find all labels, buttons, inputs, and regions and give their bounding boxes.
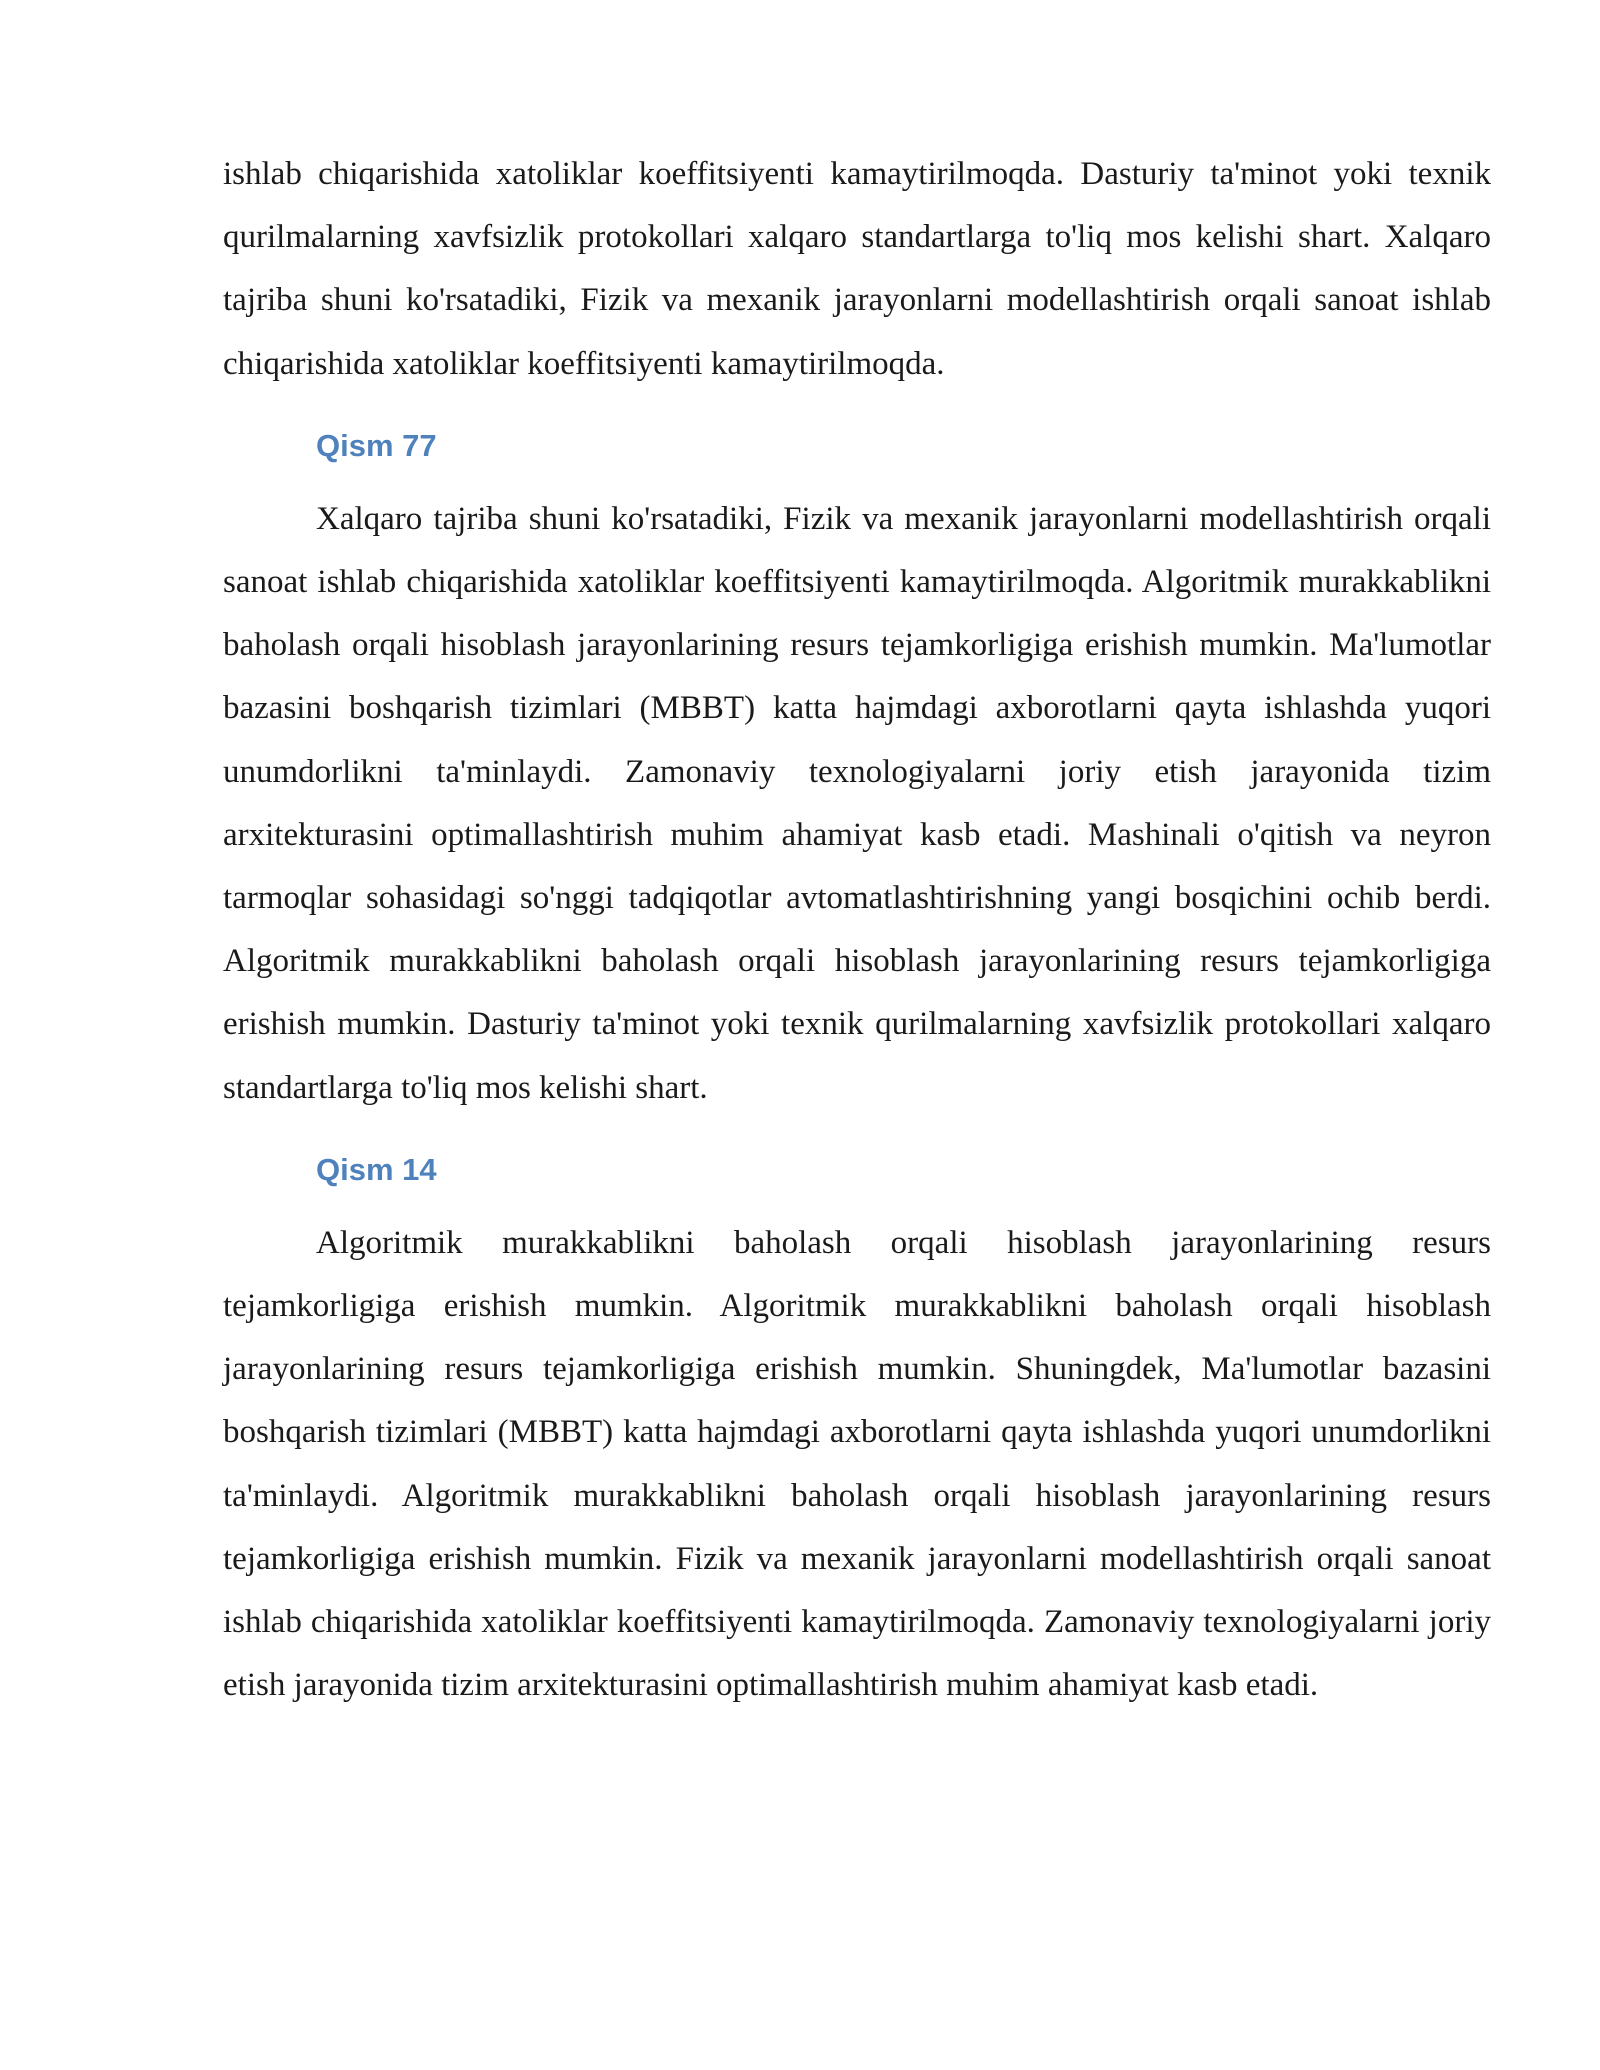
section-paragraph-qism-77: Xalqaro tajriba shuni ko'rsatadiki, Fizik va mexanik jarayonlarni modellashtirish orqali sanoat ishlab chiqarishida xatoliklar koeffitsiyenti kamaytirilmoqda. Algoritmik murakkablikni baholash orqali hisoblash jarayonlarining resurs tejamkorligiga erishish mumkin. Ma'lumotlar bazasini boshqarish tizimlari (MBBT) katta hajmdagi axborotlarni qayta ishlashda yuqori unumdorlikni ta'minlaydi. Zamonaviy texnologiyalarni joriy etish jarayonida tizim arxitekturasini optimallashtirish muhim ahamiyat kasb etadi. Mashinali o'qitish va neyron tarmoqlar sohasidagi so'nggi tadqiqotlar avtomatlashtirishning yangi bosqichini ochib berdi. Algoritmik murakkablikni baholash orqali hisoblash jarayonlarining resurs tejamkorligiga erishish mumkin. Dasturiy ta'minot yoki texnik qurilmalarning xavfsizlik protokollari xalqaro standartlarga to'liq mos kelishi shart. [223, 500, 1491, 1106]
section-heading-qism-14: Qism 14 [316, 1151, 437, 1187]
continuation-paragraph: ishlab chiqarishida xatoliklar koeffitsiyenti kamaytirilmoqda. Dasturiy ta'minot yoki texnik qurilmalarning xavfsizlik protokollari xalqaro standartlarga to'liq mos kelishi shart. Xalqaro tajriba shuni ko'rsatadiki, Fizik va mexanik jarayonlarni modellashtirish orqali sanoat ishlab chiqarishida xatoliklar koeffitsiyenti kamaytirilmoqda. [223, 156, 1491, 382]
section-heading-qism-77: Qism 77 [316, 427, 437, 463]
section-paragraph-qism-14: Algoritmik murakkablikni baholash orqali hisoblash jarayonlarining resurs tejamkorligiga erishish mumkin. Algoritmik murakkablikni baholash orqali hisoblash jarayonlarining resurs tejamkorligiga erishish mumkin. Shuningdek, Ma'lumotlar bazasini boshqarish tizimlari (MBBT) katta hajmdagi axborotlarni qayta ishlashda yuqori unumdorlikni ta'minlaydi. Algoritmik murakkablikni baholash orqali hisoblash jarayonlarining resurs tejamkorligiga erishish mumkin. Fizik va mexanik jarayonlarni modellashtirish orqali sanoat ishlab chiqarishida xatoliklar koeffitsiyenti kamaytirilmoqda. Zamonaviy texnologiyalarni joriy etish jarayonida tizim arxitekturasini optimallashtirish muhim ahamiyat kasb etadi. [223, 1224, 1491, 1704]
document-page [223, 143, 1491, 1717]
